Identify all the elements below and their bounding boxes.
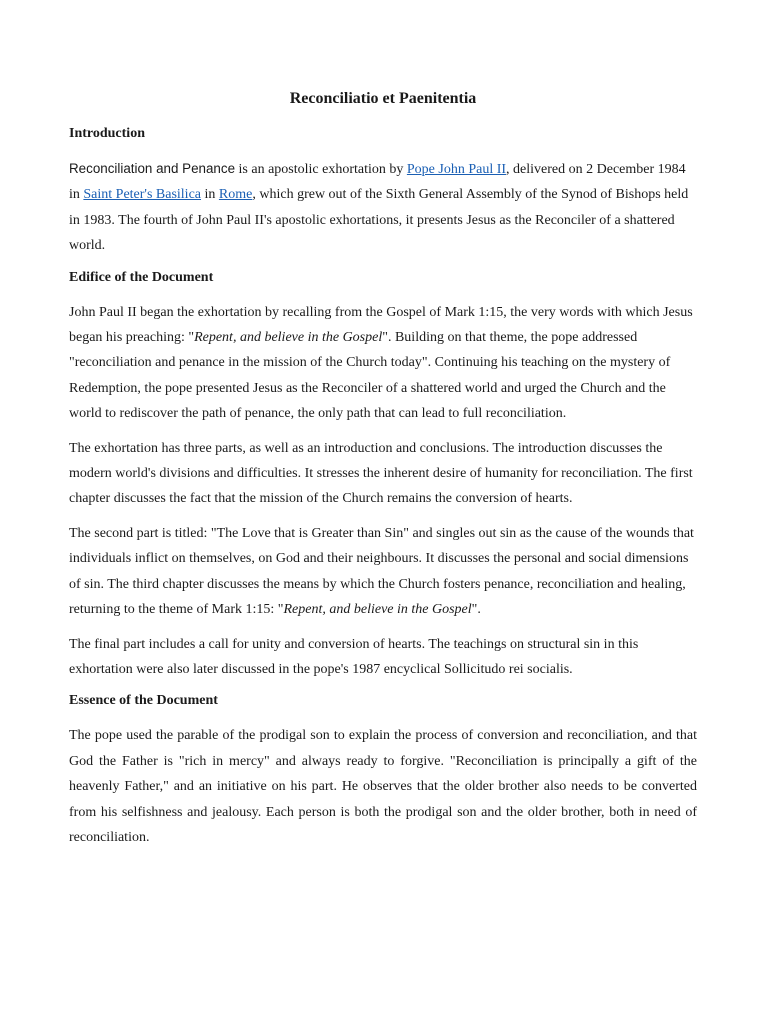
text-run: ". xyxy=(471,602,481,618)
gospel-quote: Repent, and believe in the Gospel xyxy=(194,330,383,346)
introduction-paragraph xyxy=(69,156,697,259)
edifice-paragraph-4: The final part includes a call for unity and conversion of hearts. The teachings on structural sin in this exhortation were also later discussed in the pope's 1987 encyclical Sollicitudo rei socialis. xyxy=(69,636,639,677)
link-rome[interactable]: Rome xyxy=(218,187,253,203)
text-run: , delivered on 2 December 1984 in xyxy=(69,162,686,203)
edifice-paragraph-1 xyxy=(69,300,697,427)
text-run: is an apostolic exhortation by xyxy=(235,162,407,177)
lead-term: Reconciliation and Penance xyxy=(69,161,236,176)
gospel-quote: Repent, and believe in the Gospel xyxy=(283,602,472,618)
edifice-paragraph-2: The exhortation has three parts, as well as an introduction and conclusions. The introduction discusses the modern world's divisions and difficulties. It stresses the inherent desire of humanity for reconciliation. The first chapter discusses the fact that the mission of the Church remains the conversion of hearts. xyxy=(69,440,693,507)
link-pope-john-paul-ii[interactable]: Pope John Paul II xyxy=(406,162,507,177)
heading-edifice: Edifice of the Document xyxy=(69,269,214,285)
text-run: , which grew out of the Sixth General Assembly of the Synod of Bishops held in 1983. The fourth of John Paul II's apostolic exhortations, it presents Jesus as the Reconciler of a shattered world. xyxy=(69,187,689,254)
document-page xyxy=(69,88,697,859)
text-run: The second part is titled: "The Love that is Greater than Sin" and singles out sin as the cause of the wounds that individuals inflict on themselves, on God and their neighbours. It discusses the personal and social dimensions of sin. The third chapter discusses the means by which the Church fosters penance, reconciliation and healing, returning to the theme of Mark 1:15: " xyxy=(69,525,694,618)
essence-paragraph: The pope used the parable of the prodigal son to explain the process of conversion and reconciliation, and that God the Father is "rich in mercy" and always ready to forgive. "Reconciliation is principally a gift of the heavenly Father," and an initiative on his part. He observes that the older brother also needs to be converted from his selfishness and jealousy. Each person is both the prodigal son and the older brother, both in need of reconciliation. xyxy=(69,728,697,845)
document-title: Reconciliatio et Paenitentia xyxy=(289,90,477,107)
edifice-paragraph-3 xyxy=(69,521,697,623)
heading-introduction: Introduction xyxy=(69,126,145,141)
text-run: ". Building on that theme, the pope addressed "reconciliation and penance in the mission of the Church today". Continuing his teaching on the mystery of Redemption, the pope presented Jesus as the Reconciler of a shattered world and urged the Church and the world to rediscover the path of penance, the only path that can lead to full reconciliation. xyxy=(69,330,671,422)
heading-essence: Essence of the Document xyxy=(69,693,218,709)
link-saint-peters-basilica[interactable]: Saint Peter's Basilica xyxy=(83,187,202,203)
text-run: John Paul II began the exhortation by recalling from the Gospel of Mark 1:15, the very words with which Jesus began his preaching: " xyxy=(69,304,693,346)
text-run: in xyxy=(201,187,219,203)
